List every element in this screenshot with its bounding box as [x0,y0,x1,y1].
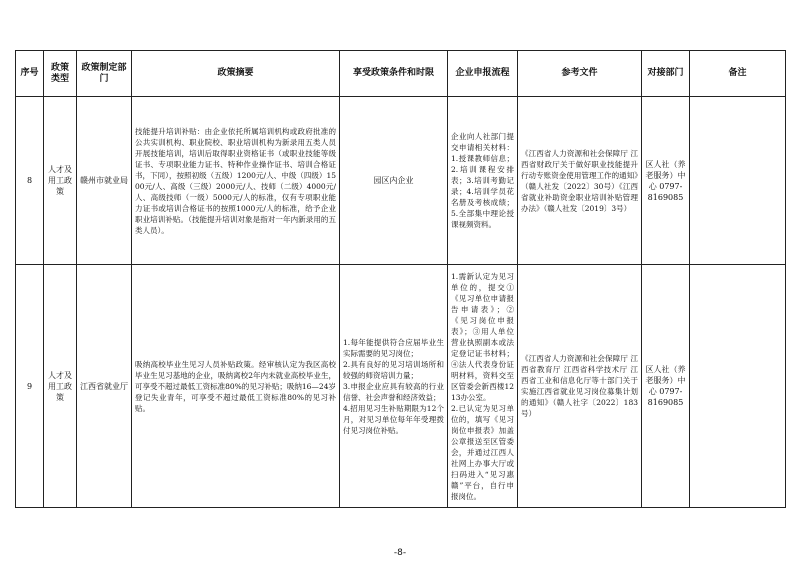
header-process: 企业申报流程 [448,51,518,97]
header-remark: 备注 [690,51,786,97]
page-number: -8- [393,548,407,558]
header-contact: 对接部门 [642,51,690,97]
cell-summary: 技能提升培训补贴：由企业依托所属培训机构或政府批准的公共实训机构、职业院校、职业培训机构为新录用五类人员开展技能培训，培训后取得职业资格证书（或职业技能等级证书、专项职业能力证书、特种作业操作证书、培训合格证书，下同），按照初级（五级）1200元/人、中级（四级）1500元/人、高级（三级）2000元/人、技师（二级）4000元/人、高级技师（一级）5000元/人的标准，仅有专项职业能力证书或培训合格证书的按照1000元/人的标准，给予企业职业培训补贴。（技能提升培训对象是指对一年内新录用的五类人员）。 [132,97,340,265]
cell-type: 人才及用工政策 [44,265,77,508]
cell-reference: 《江西省人力资源和社会保障厅 江西省教育厅 江西省科学技术厅 江西省工业和信息化厅等十部门关于实施江西省就业见习岗位募集计划的通知》（赣人社字〔2022〕183号） [518,265,642,508]
cell-contact: 区人社（养老服务）中心 0797-8169085 [642,265,690,508]
cell-remark [690,97,786,265]
header-summary: 政策摘要 [132,51,340,97]
cell-department: 江西省就业厅 [77,265,132,508]
cell-type: 人才及用工政策 [44,97,77,265]
cell-summary: 吸纳高校毕业生见习人员补贴政策。经审核认定为我区高校毕业生见习基地的企业，吸纳离校2年内未就业高校毕业生，可享受不超过最低工资标准80%的见习补贴；吸纳16—24岁登记失业青年，可享受不超过最低工资标准80%的见习补贴。 [132,265,340,508]
table-row [16,265,786,508]
cell-conditions: 园区内企业 [340,97,448,265]
cell-conditions: 1.每年能提供符合应届毕业生实际需要的见习岗位； 2.具有良好的见习培训场所和较强的师资培训力量； 3.申报企业应具有较高的行业信誉、社会声誉和经济效益； 4.招用见习生补贴期限为12个月，对见习单位每年年受理拨付见习岗位补贴。 [340,265,448,508]
cell-remark [690,265,786,508]
header-department: 政策制定部门 [77,51,132,97]
cell-contact: 区人社（养老服务）中心 0797-8169085 [642,97,690,265]
table-row [16,97,786,265]
cell-no: 9 [16,265,44,508]
header-reference: 参考文件 [518,51,642,97]
cell-department: 赣州市就业局 [77,97,132,265]
header-row [16,51,786,97]
header-no: 序号 [16,51,44,97]
header-type: 政策类型 [44,51,77,97]
cell-process: 1.需新认定为见习单位的，提交①《见习单位申请报告申请表》；②《见习岗位申报表》；③用人单位营业执照副本或法定登记证书材料；④法人代表身份证明材料，资料交至区管委会新西楼1213办公室。 2.已认定为见习单位的，填写《见习岗位申报表》加盖公章报送至区管委会，并通过江西人社网上办事大厅或扫码进入“见习惠赣”平台，自行申报岗位。 [448,265,518,508]
cell-process: 企业向人社部门提交申请相关材料：1.授课教师信息；2.培训课程安排表；3.培训考勤记录；4.培训学员花名册及考核成绩；5.全部集中理论授课视频资料。 [448,97,518,265]
policy-table [15,50,786,508]
header-conditions: 享受政策条件和时限 [340,51,448,97]
cell-reference: 《江西省人力资源和社会保障厅 江西省财政厅关于做好职业技能提升行动专账资金使用管理工作的通知》（赣人社发〔2022〕30号）《江西省就业补助资金职业培训补贴管理办法》（赣人社发〔2019〕3号） [518,97,642,265]
cell-no: 8 [16,97,44,265]
